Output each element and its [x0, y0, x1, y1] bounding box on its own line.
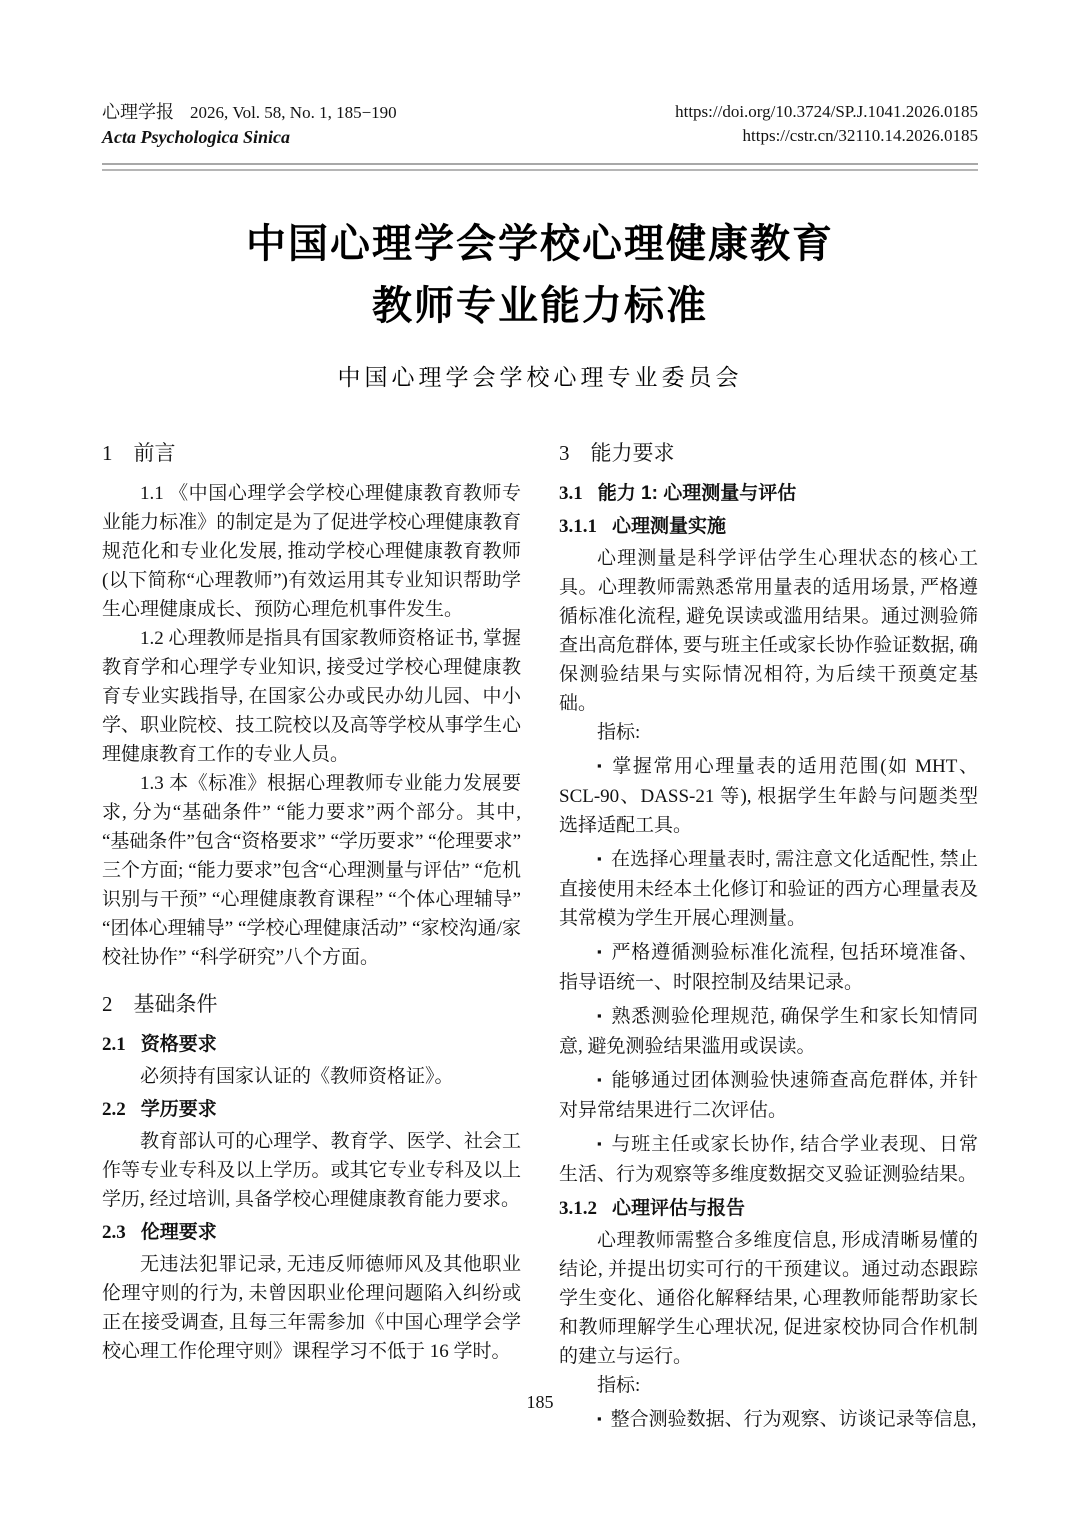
paragraph: 教育部认可的心理学、教育学、医学、社会工作等专业专科及以上学历。或其它专业专科及以上学历, 经过培训, 具备学校心理健康教育能力要求。 — [102, 1131, 521, 1210]
page-header — [102, 0, 978, 150]
subsection-heading-3-1-2: 3.1.2 心理评估与报告 — [559, 1198, 746, 1219]
paragraph: 无违法犯罪记录, 无违反师德师风及其他职业伦理守则的行为, 未曾因职业伦理问题陷入纠纷或正在接受调查, 且每三年需参加《中国心理学会学校心理工作伦理守则》课程学习不低于 16 学时。 — [102, 1254, 521, 1362]
bullet-marker-icon: ▪ — [597, 1411, 602, 1426]
paragraph: 1.2 心理教师是指具有国家教师资格证书, 掌握教育学和心理学专业知识, 接受过学校心理健康教育专业实践指导, 在国家公办或民办幼儿园、中小学、职业院校、技工院校以及高等学校从事学生心理健康教育工作的专业人员。 — [102, 628, 521, 765]
identifiers — [675, 100, 978, 150]
right-column — [559, 436, 978, 1440]
issue-info: 2026, Vol. 58, No. 1, 185−190 — [190, 103, 397, 122]
journal-info — [102, 100, 397, 150]
paragraph: 必须持有国家认证的《教师资格证》。 — [140, 1066, 454, 1087]
bullet-item: ▪ 与班主任或家长协作, 结合学业表现、日常生活、行为观察等多维度数据交叉验证测验结果。 — [559, 1134, 978, 1185]
paragraph: 心理测量是科学评估学生心理状态的核心工具。心理教师需熟悉常用量表的适用场景, 严格遵循标准化流程, 避免误读或滥用结果。通过测验筛查出高危群体, 要与班主任或家长协作验证数据, 确保测验结果与实际情况相符, 为后续干预奠定基础。 — [559, 548, 978, 714]
subsection-heading-2-1: 2.1 资格要求 — [102, 1034, 217, 1055]
bullet-item: ▪ 在选择心理量表时, 需注意文化适配性, 禁止直接使用未经本土化修订和验证的西方心理量表及其常模为学生开展心理测量。 — [559, 849, 978, 929]
bullet-marker-icon: ▪ — [597, 1136, 603, 1151]
header-divider — [102, 163, 978, 171]
bullet-item: ▪ 能够通过团体测验快速筛查高危群体, 并针对异常结果进行二次评估。 — [559, 1070, 978, 1121]
author-affiliation: 中国心理学会学校心理专业委员会 — [337, 365, 743, 390]
subsection-heading-2-2: 2.2 学历要求 — [102, 1099, 217, 1120]
journal-name-cn: 心理学报 — [102, 102, 174, 122]
article-title-line2: 教师专业能力标准 — [372, 284, 708, 328]
page-number: 185 — [526, 1392, 554, 1412]
article-title-line1: 中国心理学会学校心理健康教育 — [246, 222, 834, 266]
indicator-label: 指标: — [597, 1375, 641, 1396]
indicator-label: 指标: — [597, 722, 641, 743]
bullet-marker-icon: ▪ — [597, 758, 604, 773]
subsection-heading-3-1-1: 3.1.1 心理测量实施 — [559, 516, 727, 537]
bullet-marker-icon: ▪ — [597, 944, 603, 959]
subsection-heading-3-1: 3.1 能力 1: 心理测量与评估 — [559, 483, 797, 504]
bullet-marker-icon: ▪ — [597, 851, 602, 866]
paragraph: 心理教师需整合多维度信息, 形成清晰易懂的结论, 并提出切实可行的干预建议。通过动态跟踪学生变化、通俗化解释结果, 心理教师能帮助家长和教师理解学生心理状况, 促进家校协同合作机制的建立与运行。 — [559, 1230, 978, 1367]
doi-link[interactable]: https://doi.org/10.3724/SP.J.1041.2026.0185 — [675, 102, 978, 121]
bullet-marker-icon: ▪ — [597, 1008, 603, 1023]
section-heading-1: 1 前言 — [102, 441, 176, 465]
subsection-heading-2-3: 2.3 伦理要求 — [102, 1222, 217, 1243]
bullet-item: ▪ 掌握常用心理量表的适用范围(如 MHT、SCL-90、DASS-21 等), 根据学生年龄与问题类型选择适配工具。 — [559, 756, 978, 836]
article-body — [102, 436, 978, 1440]
journal-name-en: Acta Psychologica Sinica — [102, 127, 290, 147]
bullet-item: ▪ 熟悉测验伦理规范, 确保学生和家长知情同意, 避免测验结果滥用或误读。 — [559, 1006, 978, 1057]
bullet-item: ▪ 整合测验数据、行为观察、访谈记录等信息, — [597, 1409, 977, 1430]
left-column — [102, 436, 521, 1440]
bullet-marker-icon: ▪ — [597, 1072, 603, 1087]
article-title — [102, 213, 978, 337]
cstr-link[interactable]: https://cstr.cn/32110.14.2026.0185 — [742, 126, 978, 145]
section-heading-2: 2 基础条件 — [102, 992, 218, 1016]
bullet-item: ▪ 严格遵循测验标准化流程, 包括环境准备、指导语统一、时限控制及结果记录。 — [559, 942, 978, 993]
paragraph: 1.3 本《标准》根据心理教师专业能力发展要求, 分为“基础条件” “能力要求”两个部分。其中, “基础条件”包含“资格要求” “学历要求” “伦理要求”三个方面; “能力要求”包含“心理测量与评估” “危机识别与干预” “心理健康教育课程” “个体心理辅导” “团体心理辅导” “学校心理健康活动” “家校沟通/家校社协作” “科学研究”八个方面。 — [102, 773, 521, 968]
paragraph: 1.1 《中国心理学会学校心理健康教育教师专业能力标准》的制定是为了促进学校心理健康教育规范化和专业化发展, 推动学校心理健康教育教师(以下简称“心理教师”)有效运用其专业知识帮助学生心理健康成长、预防心理危机事件发生。 — [102, 483, 521, 620]
section-heading-3: 3 能力要求 — [559, 441, 675, 465]
